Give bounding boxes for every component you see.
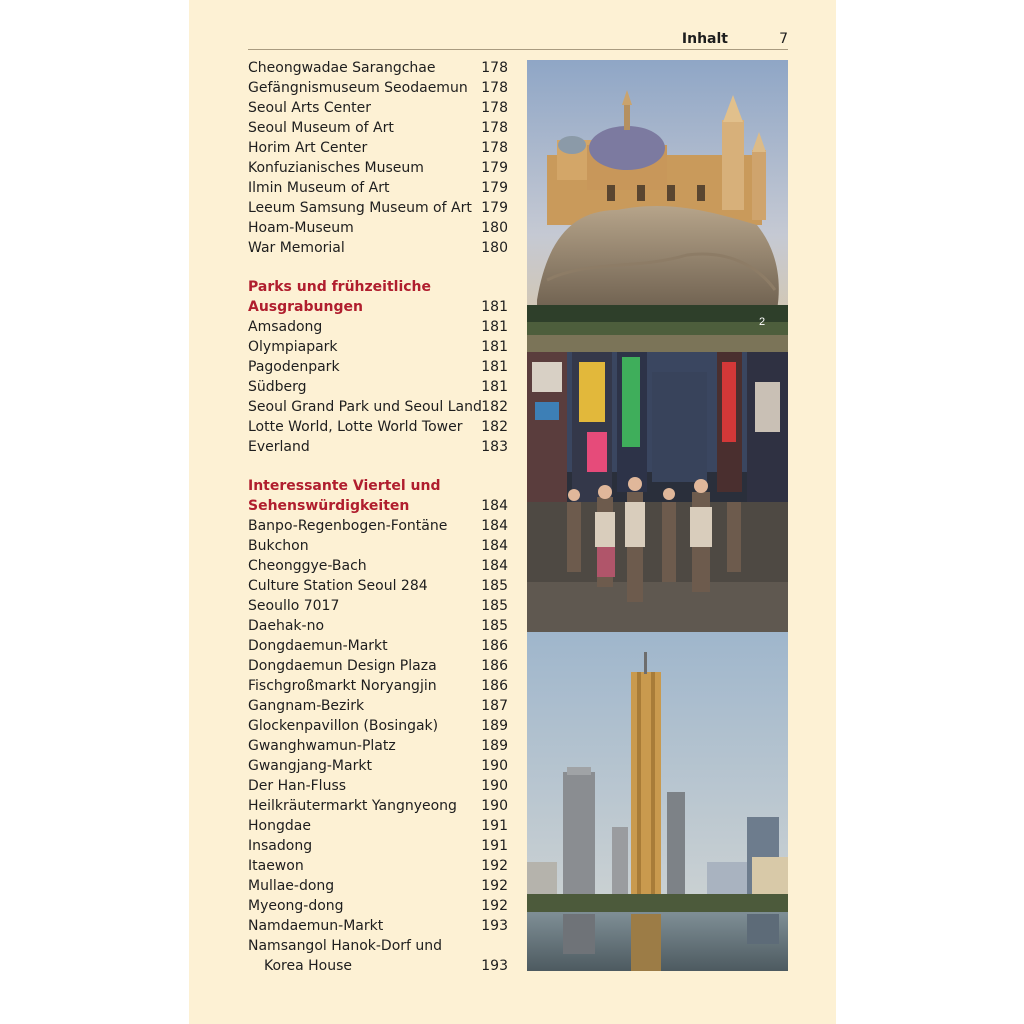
toc-entry: War Memorial 180 [248, 240, 508, 256]
toc-entry: Gwanghwamun-Platz 189 [248, 738, 508, 754]
toc-entry: Gwangjang-Markt 190 [248, 758, 508, 774]
toc-entry: Amsadong 181 [248, 319, 508, 335]
toc-entry: Leeum Samsung Museum of Art 179 [248, 200, 508, 216]
toc-entry: Hongdae 191 [248, 818, 508, 834]
toc-entry: Cheonggye-Bach 184 [248, 558, 508, 574]
toc-entry: Mullae-dong 192 [248, 878, 508, 894]
toc-entry: Insadong 191 [248, 838, 508, 854]
section-heading-viertel-line2: Sehenswürdigkeiten 184 [248, 498, 508, 514]
toc-entry: Seoullo 7017 185 [248, 598, 508, 614]
toc-entry: Gefängnismuseum Seodaemun 178 [248, 80, 508, 96]
toc-entry: Pagodenpark 181 [248, 359, 508, 375]
toc-entry: Culture Station Seoul 284 185 [248, 578, 508, 594]
section-heading-parks: Parks und frühzeitliche [248, 279, 432, 295]
section-heading-viertel: Interessante Viertel und [248, 478, 441, 494]
toc-entry: Daehak-no 185 [248, 618, 508, 634]
toc-entry: Banpo-Regenbogen-Fontäne 184 [248, 518, 508, 534]
toc-entry: Namsangol Hanok-Dorf und [248, 938, 443, 954]
street-scene-photo [527, 352, 788, 632]
toc-entry: Seoul Arts Center 178 [248, 100, 508, 116]
toc-entry: Gangnam-Bezirk 187 [248, 698, 508, 714]
toc-entry: Everland 183 [248, 439, 508, 455]
toc-entry: Heilkräutermarkt Yangnyeong 190 [248, 798, 508, 814]
toc-entry: Lotte World, Lotte World Tower 182 [248, 419, 508, 435]
toc-entry: Fischgroßmarkt Noryangjin 186 [248, 678, 508, 694]
page-number: 7 [779, 31, 788, 47]
skyline-photo [527, 632, 788, 971]
header-title: Inhalt [681, 31, 728, 47]
toc-entry: Seoul Museum of Art 178 [248, 120, 508, 136]
table-of-contents [248, 58, 510, 976]
toc-entry: Horim Art Center 178 [248, 140, 508, 156]
toc-entry: Dongdaemun Design Plaza 186 [248, 658, 508, 674]
toc-entry: Namdaemun-Markt 193 [248, 918, 508, 934]
castle-photo [527, 60, 788, 352]
toc-entry: Dongdaemun-Markt 186 [248, 638, 508, 654]
toc-entry: Ilmin Museum of Art 179 [248, 180, 508, 196]
toc-entry: Der Han-Fluss 190 [248, 778, 508, 794]
page-header [248, 31, 788, 50]
section-heading-parks-line2: Ausgrabungen 181 [248, 299, 508, 315]
toc-entry: Myeong-dong 192 [248, 898, 508, 914]
toc-entry: Glockenpavillon (Bosingak) 189 [248, 718, 508, 734]
toc-entry: Konfuzianisches Museum 179 [248, 160, 508, 176]
photo-marker: 2 [759, 316, 766, 328]
toc-entry: Seoul Grand Park und Seoul Land 182 [248, 399, 508, 415]
toc-entry-continuation: Korea House 193 [264, 958, 508, 974]
toc-entry: Hoam-Museum 180 [248, 220, 508, 236]
toc-entry: Olympiapark 181 [248, 339, 508, 355]
toc-entry: Itaewon 192 [248, 858, 508, 874]
toc-entry: Bukchon 184 [248, 538, 508, 554]
toc-entry: Cheongwadae Sarangchae 178 [248, 60, 508, 76]
toc-entry: Südberg 181 [248, 379, 508, 395]
